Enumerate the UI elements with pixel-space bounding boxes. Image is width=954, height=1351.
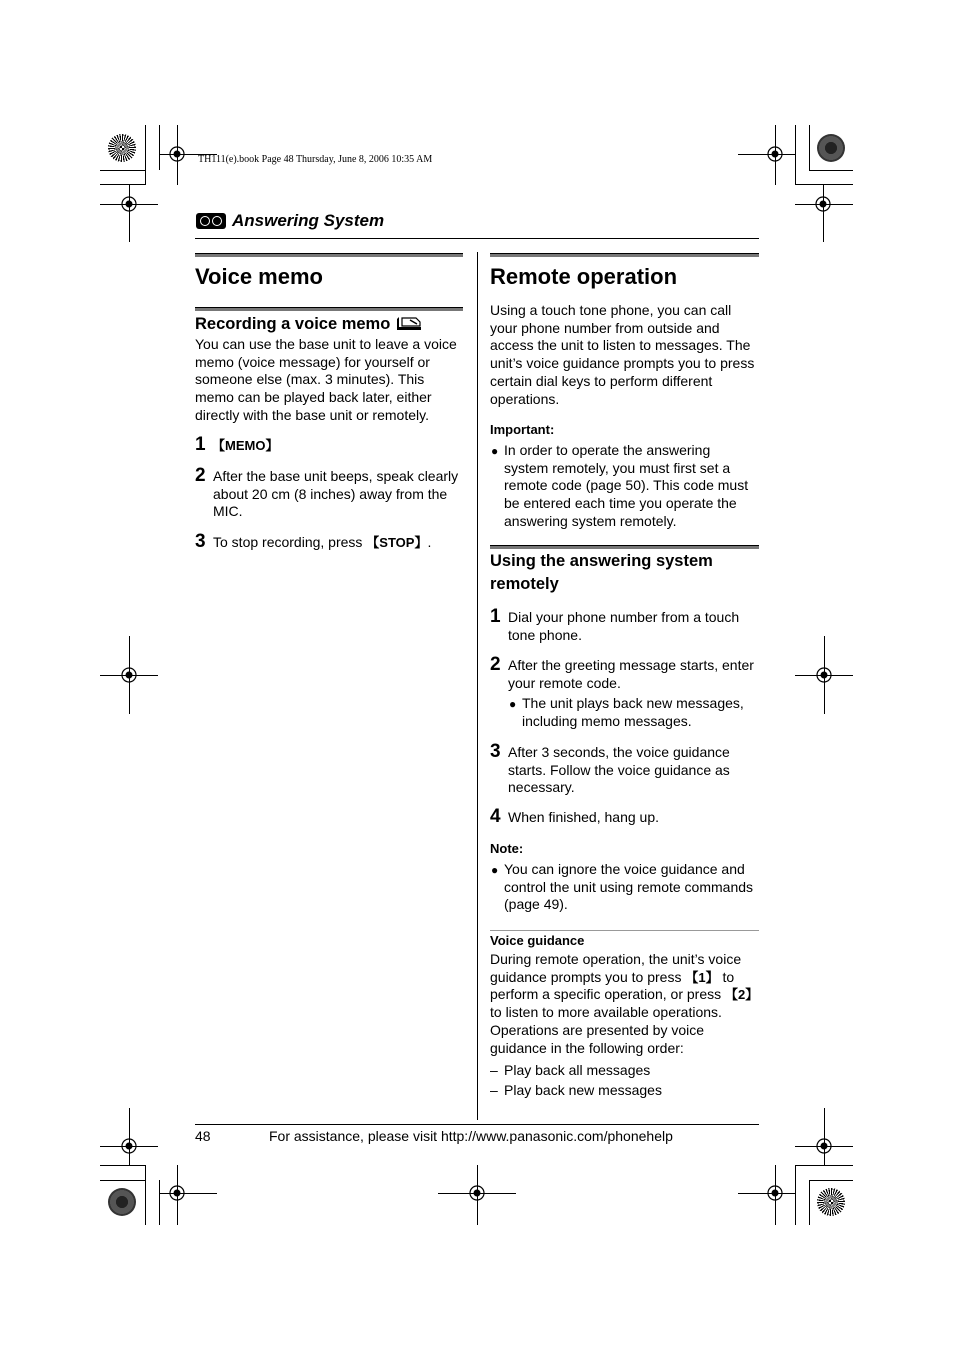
step-number: 4 — [490, 806, 501, 827]
registration-target-icon — [765, 144, 785, 164]
step-number: 2 — [490, 654, 501, 675]
voice-memo-title: Voice memo — [195, 264, 323, 289]
note-text: You can ignore the voice guidance and control the unit using remote commands (page 49). — [504, 861, 754, 913]
step-text: To stop recording, press 【STOP】. — [213, 534, 432, 550]
assistance-text: For assistance, please visit http://www.panasonic.com/phonehelp — [269, 1128, 673, 1144]
bullet-icon: ● — [509, 697, 517, 711]
color-rosette-icon — [817, 134, 845, 162]
section-title: Answering System — [232, 211, 385, 230]
remote-operation-title: Remote operation — [490, 264, 678, 289]
recording-subtitle: Recording a voice memo — [195, 313, 424, 336]
note-label: Note: — [490, 841, 524, 856]
registration-target-icon — [813, 194, 833, 214]
bullet-icon: ● — [491, 863, 499, 877]
step-number: 3 — [195, 531, 206, 552]
registration-target-icon — [167, 144, 187, 164]
bullet-icon: ● — [491, 444, 499, 458]
footer-rule — [195, 1124, 759, 1125]
registration-target-icon — [119, 1136, 139, 1156]
file-info: TH111(e).book Page 48 Thursday, June 8, 2006 10:35 AM — [198, 154, 433, 165]
list-item: – — [490, 1062, 498, 1078]
registration-target-icon — [167, 1183, 187, 1203]
step-number: 1 — [490, 606, 501, 627]
color-rosette-icon — [817, 1188, 845, 1216]
key-1: 【1】 — [685, 969, 719, 985]
column-divider — [477, 252, 478, 1120]
page-number: 48 — [195, 1128, 211, 1144]
voice-guidance-text: During remote operation, the unit’s voice guidance prompts you to press 【1】 to perform a specific operation, or press 【2】 to listen to more available operations. Operations are presented by voice guidance in the following order: — [490, 951, 759, 1056]
step-text: After the base unit beeps, speak clearly about 20 cm (8 inches) away from the MIC. — [213, 468, 459, 520]
color-rosette-icon — [108, 134, 136, 162]
memo-key: 【MEMO】 — [212, 438, 279, 453]
registration-target-icon — [119, 194, 139, 214]
remote-intro: Using a touch tone phone, you can call your phone number from outside and access the unit to listen to messages. The unit’s voice guidance prompts you to press certain dial keys to perform different operations. — [490, 302, 755, 407]
step-bullet-text: The unit plays back new messages, including memo messages. — [522, 695, 744, 729]
step-number: 2 — [195, 465, 206, 486]
answering-tape-icon — [196, 213, 226, 229]
step-number: 3 — [490, 741, 501, 762]
voice-memo-intro: You can use the base unit to leave a voice memo (voice message) for yourself or someone else (max. 3 minutes). This memo can be played back later, either directly with the base unit or remotely. — [195, 336, 457, 423]
list-item: Play back new messages — [504, 1082, 662, 1098]
important-text: In order to operate the answering system remotely, you must first set a remote code (page 50). This code must be entered each time you operate the answering system remotely. — [504, 442, 749, 529]
using-remotely-subtitle: Using the answering system remotely — [490, 552, 713, 593]
step-number: 1 — [195, 434, 206, 455]
memo-pad-icon — [396, 315, 424, 331]
step-text — [212, 437, 278, 455]
key-2: 【2】 — [725, 987, 759, 1003]
section-header — [196, 211, 384, 231]
important-label: Important: — [490, 422, 555, 437]
registration-target-icon — [765, 1183, 785, 1203]
voice-guidance-title: Voice guidance — [490, 933, 585, 948]
step-text: Dial your phone number from a touch tone phone. — [508, 609, 740, 643]
step-text: After 3 seconds, the voice guidance starts. Follow the voice guidance as necessary. — [508, 744, 730, 796]
stop-key: 【STOP】 — [366, 535, 428, 550]
registration-target-icon — [814, 1136, 834, 1156]
step-text: After the greeting message starts, enter your remote code. — [508, 657, 754, 691]
registration-target-icon — [814, 665, 834, 685]
list-item: Play back all messages — [504, 1062, 651, 1078]
registration-target-icon — [467, 1183, 487, 1203]
header-rule — [195, 238, 759, 239]
list-item: – — [490, 1082, 498, 1098]
registration-target-icon — [119, 665, 139, 685]
color-rosette-icon — [108, 1188, 136, 1216]
step-text: When finished, hang up. — [508, 809, 659, 825]
